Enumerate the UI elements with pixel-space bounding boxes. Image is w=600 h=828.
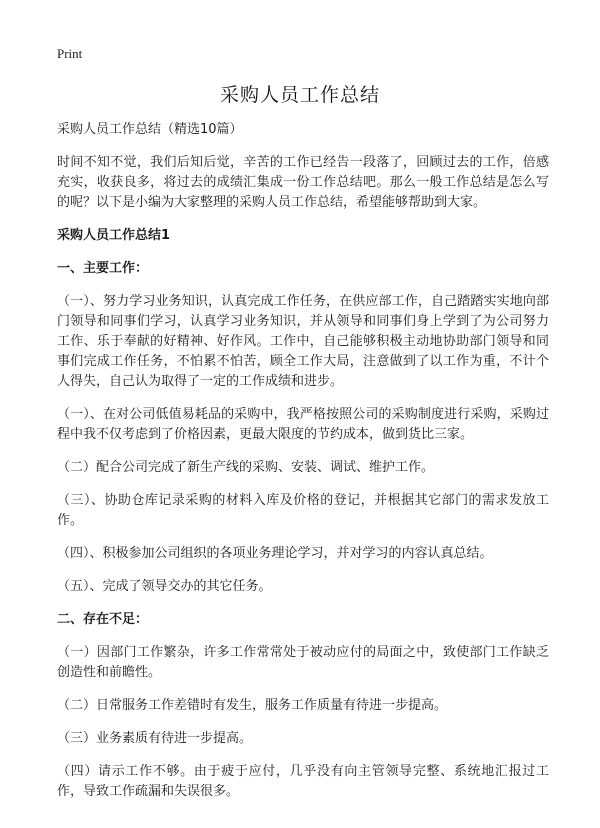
work-item: （三）、协助仓库记录采购的材料入库及价格的登记，并根据其它部门的需求发放工作。 [57, 493, 549, 528]
issue-item: （四）请示工作不够。由于疲于应付，几乎没有向主管领导完整、系统地汇报过工作，导致工作疏漏和失误很多。 [57, 764, 549, 799]
print-link[interactable]: Print [57, 46, 83, 61]
issue-item: （三）业务素质有待进一步提高。 [57, 731, 253, 746]
heading-shortcomings: 二、存在不足： [57, 612, 149, 627]
document-title: 采购人员工作总结 [219, 84, 380, 106]
document-subtitle: 采购人员工作总结（精选10篇） [57, 122, 243, 137]
work-item: （二）配合公司完成了新生产线的采购、安装、调试、维护工作。 [57, 460, 435, 475]
document-body [57, 120, 549, 802]
issue-item: （一）因部门工作繁杂，许多工作常常处于被动应付的局面之中，致使部门工作缺乏创造性和前瞻性。 [57, 645, 549, 680]
section-title: 采购人员工作总结1 [57, 228, 171, 243]
heading-main-work: 一、主要工作： [57, 261, 149, 276]
work-item: （四）、积极参加公司组织的各项业务理论学习，并对学习的内容认真总结。 [57, 546, 493, 561]
work-item: （一）、努力学习业务知识，认真完成工作任务，在供应部工作，自己踏踏实实地向部门领导和同事们学习，认真学习业务知识，并从领导和同事们身上学到了为公司努力工作、乐于奉献的好精神、好作风。工作中，自己能够积极主动地协助部门领导和同事们完成工作任务，不怕累不怕苦，顾全工作大局，注意做到了以工作为重，不计个人得失，自己认为取得了一定的工作成绩和进步。 [57, 294, 549, 389]
work-item: （一）、在对公司低值易耗品的采购中，我严格按照公司的采购制度进行采购，采购过程中我不仅考虑到了价格因素，更最大限度的节约成本，做到货比三家。 [57, 407, 549, 442]
issue-item: （二）日常服务工作差错时有发生，服务工作质量有待进一步提高。 [57, 698, 448, 713]
work-item: （五）、完成了领导交办的其它任务。 [57, 579, 272, 594]
intro-paragraph: 时间不知不觉，我们后知后觉，辛苦的工作已经告一段落了，回顾过去的工作，倍感充实，收获良多，将过去的成绩汇集成一份工作总结吧。那么一般工作总结是怎么写的呢？以下是小编为大家整理的采购人员工作总结，希望能够帮助到大家。 [57, 155, 549, 210]
